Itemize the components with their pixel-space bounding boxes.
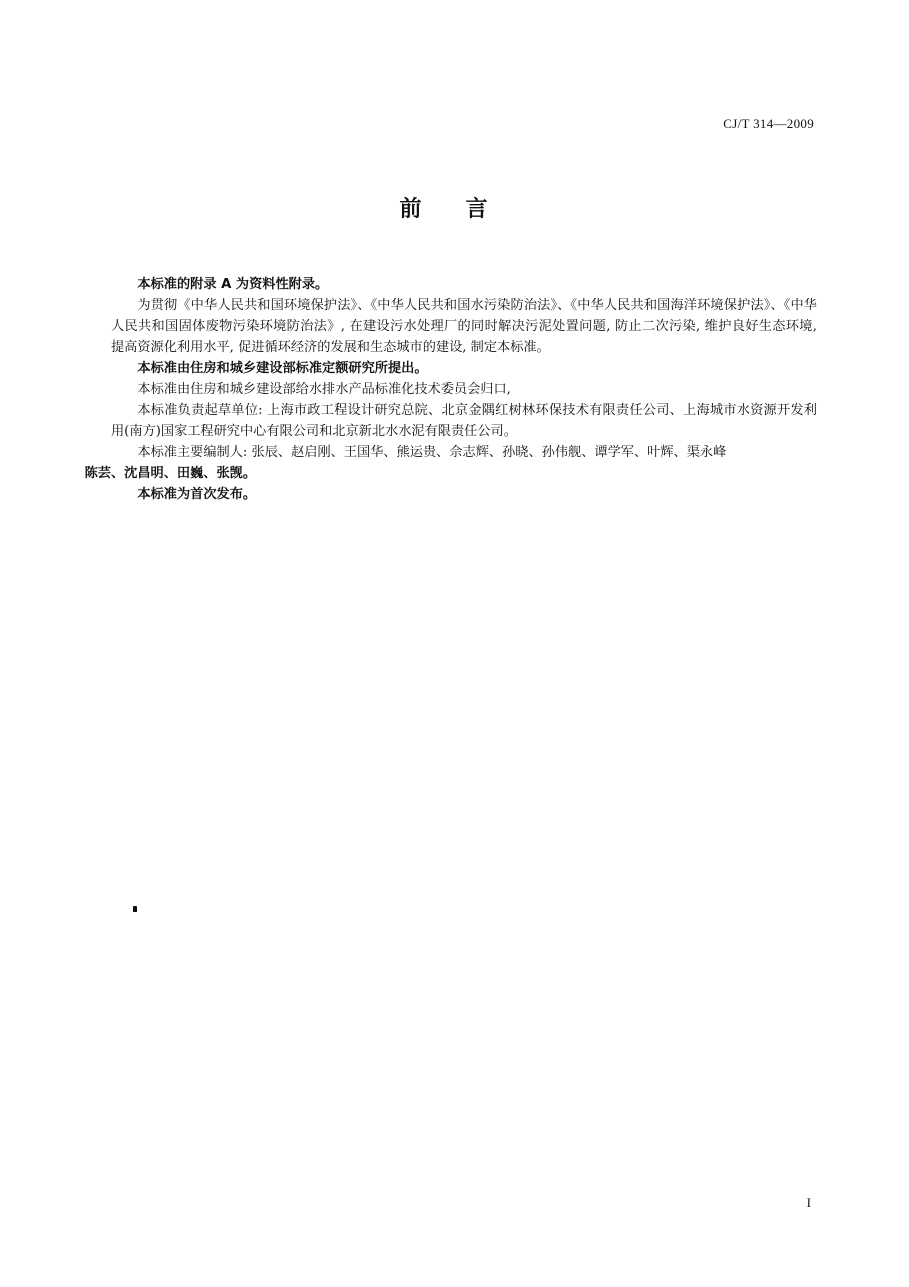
page-number: I (806, 1195, 811, 1210)
drafters-list-part1: 本标准主要编制人: 张辰、赵启刚、王国华、熊运贵、佘志辉、孙晓、孙伟舰、谭学军、叶辉、渠永峰 (137, 445, 727, 460)
page-title: 前言 (399, 197, 532, 222)
paragraph-appendix-note: 本标准的附录 A 为资料性附录。 (137, 277, 329, 292)
drafters-list-part2: 陈芸、沈昌明、田巍、张觊。 (84, 466, 257, 481)
stray-mark (133, 906, 137, 912)
paragraph-drafting-units: 本标准负责起草单位: 上海市政工程设计研究总院、北京金隅红树林环保技术有限责任公司、上海城市水资源开发利用(南方)国家工程研究中心有限公司和北京新北水水泥有限责任公司。 (111, 403, 817, 439)
foreword-body (84, 274, 817, 505)
paragraph-drafters (84, 442, 817, 484)
standard-code: CJ/T 314—2009 (723, 116, 814, 131)
paragraph-proposer: 本标准由住房和城乡建设部标准定额研究所提出。 (137, 361, 428, 376)
paragraph-first-release: 本标准为首次发布。 (137, 487, 257, 502)
paragraph-purpose: 为贯彻《中华人民共和国环境保护法》、《中华人民共和国水污染防治法》、《中华人民共和国海洋环境保护法》、《中华人民共和国固体废物污染环境防治法》, 在建设污水处理厂的同时解决污泥处置问题, 防止二次污染, 维护良好生态环境, 提高资源化利用水平, 促进循环经济的发展和生态城市的建设, 制定本标准。 (111, 298, 817, 355)
paragraph-committee: 本标准由住房和城乡建设部给水排水产品标准化技术委员会归口, (137, 382, 511, 397)
